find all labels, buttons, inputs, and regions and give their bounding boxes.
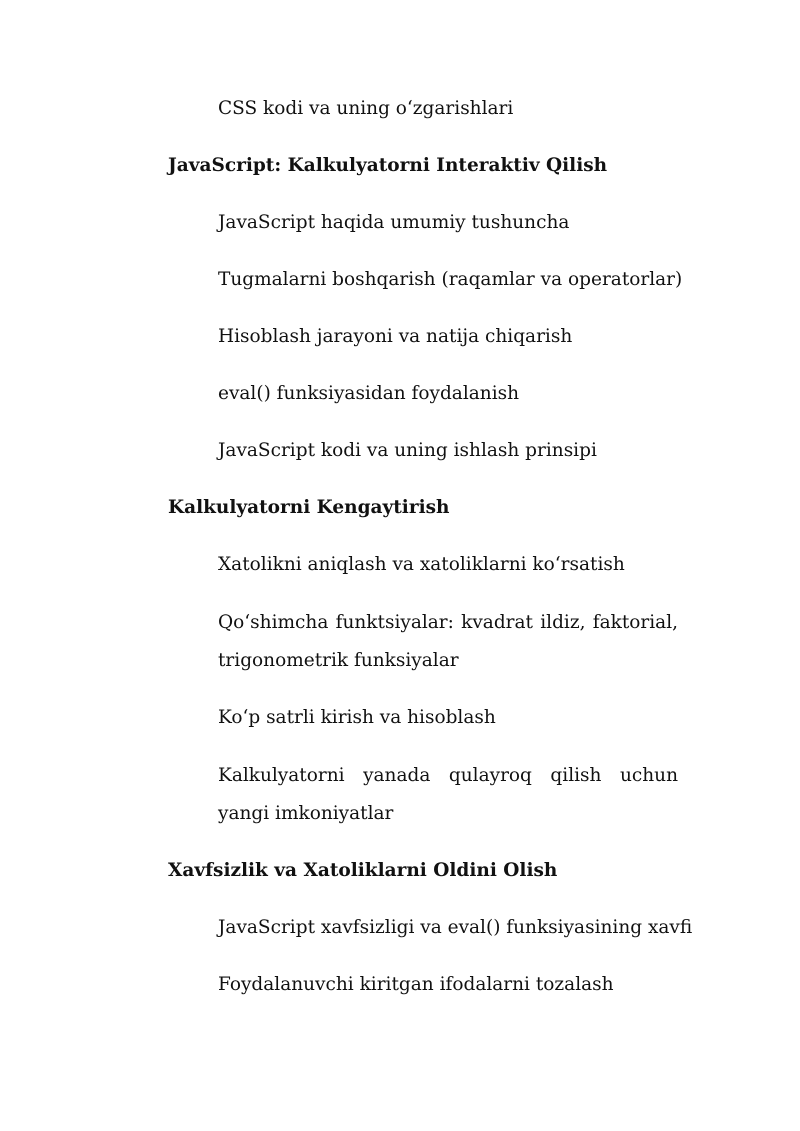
toc-subitem-eval-usage: eval() funksiyasidan foydalanish — [218, 383, 520, 404]
toc-subitem-button-control: Tugmalarni boshqarish (raqamlar va operatorlar) — [218, 269, 683, 290]
toc-subitem-js-overview: JavaScript haqida umumiy tushuncha — [218, 212, 570, 233]
toc-subitem-multiline-input: Ko‘p satrli kirish va hisoblash — [218, 707, 496, 728]
toc-subitem-input-sanitizing: Foydalanuvchi kiritgan ifodalarni tozalash — [218, 974, 614, 995]
toc-subitem-error-detection: Xatolikni aniqlash va xatoliklarni ko‘rsatish — [218, 554, 625, 575]
toc-subitem-js-security: JavaScript xavfsizligi va eval() funksiyasining xavfi — [218, 917, 693, 938]
toc-heading-security: Xavfsizlik va Xatoliklarni Oldini Olish — [168, 860, 558, 881]
toc-subitem-css-code: CSS kodi va uning o‘zgarishlari — [218, 98, 514, 119]
toc-subitem-new-features: Kalkulyatorni yanada qulayroq qilish uchun yangi imkoniyatlar — [218, 765, 678, 824]
toc-subitem-js-code-principle: JavaScript kodi va uning ishlash prinsipi — [218, 440, 597, 461]
toc-heading-javascript-interactive: JavaScript: Kalkulyatorni Interaktiv Qilish — [168, 155, 608, 176]
toc-heading-calculator-extension: Kalkulyatorni Kengaytirish — [168, 497, 450, 518]
toc-subitem-calculation-process: Hisoblash jarayoni va natija chiqarish — [218, 326, 573, 347]
toc-subitem-additional-functions: Qo‘shimcha funktsiyalar: kvadrat ildiz, faktorial, trigonometrik funksiyalar — [218, 612, 678, 671]
